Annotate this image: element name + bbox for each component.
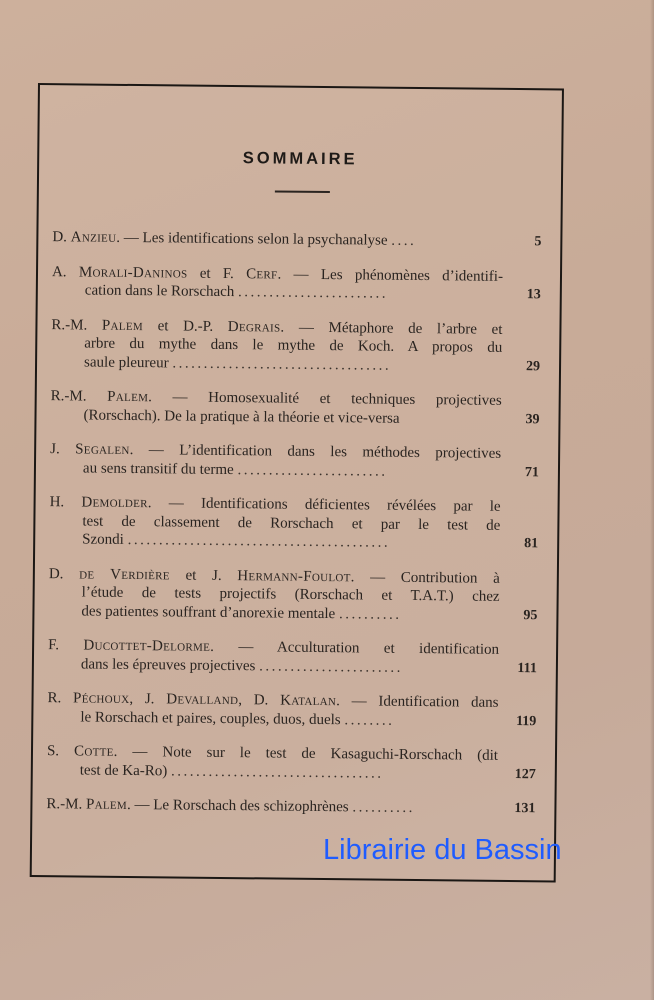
toc-entry[interactable] [51,316,547,377]
entry-title-text: arbre du mythe dans le mythe de Koch. A propos du [84,335,503,356]
author-name: Palem [107,388,149,406]
entry-title-text: L’identification dans les méthodes projectives [179,442,502,462]
entry-title-text: l’étude de tests projectifs (Rorschach et T.A.T.) chez [81,584,500,605]
author-separator: . — [113,743,163,761]
author-name: Degrais [227,318,281,336]
author-separator: . — [147,495,202,512]
author-separator-comma: , J. [129,690,167,708]
entry-title-text: Contribution à [400,569,500,587]
author-initial: D. [48,565,80,582]
leader-dots: ................................... [172,354,392,374]
toc-entry[interactable] [48,636,543,678]
entry-title-text: Szondi [82,531,124,548]
page-number: 71 [524,464,540,480]
leader-dots: ........................ [237,461,388,480]
author-name: Katalan [280,692,337,710]
entry-title-text: dans les épreuves projectives [80,655,256,674]
author-initial: A. [51,263,80,280]
entry-title-text: Homosexualité et techniques projectives [208,389,502,409]
entry-title-text: test de classement de Rorschach et par le test de [82,512,501,534]
page-number: 5 [534,234,542,250]
author-initial: R.-M. [50,388,108,405]
leader-dots: .......................................... [127,531,391,551]
author-name: Palem [85,796,128,813]
author-name: Anzieu [70,229,117,246]
entry-title-text: Identifications déficientes révélées par le [200,495,501,515]
author-name: Demolder [81,494,148,512]
author-name: Segalen [75,441,130,458]
leader-dots: .... [391,232,417,249]
author-separator: . — [336,693,379,710]
page-number: 131 [514,801,536,817]
author-name: Cotte [73,743,114,760]
author-name: Hermann-Foulot [237,567,351,585]
page-number: 111 [517,660,537,676]
author-conjunction: et J. [169,566,238,584]
entry-title-text: saule pleureur [83,353,169,371]
author-initial: R. [47,690,74,707]
toc-entry-line [52,228,503,251]
toc-entry[interactable] [50,387,545,429]
page-number: 127 [514,766,536,782]
author-conjunction: et F. [187,265,247,282]
leader-dots: .......... [352,799,415,816]
toc-entry[interactable] [47,742,542,784]
page-number: 39 [525,411,540,427]
author-name: Morali-Daninos [78,263,188,282]
author-separator: . — [280,319,329,336]
leader-dots: ........ [344,711,395,729]
page-edge-shadow [650,0,654,1000]
page-number: 29 [525,358,541,374]
toc-entry[interactable] [47,689,542,731]
author-separator: . — [126,796,154,814]
entry-title-text: Acculturation et identification [276,639,500,658]
entry-title-text: Note sur le test de Kasaguchi-Rorschach (dit [162,744,499,764]
author-initial: J. [50,441,76,458]
entry-title-text: (Rorschach). De la pratique à la théorie et vice-versa [83,406,400,427]
entry-title-text: Métaphore de l’arbre et [328,319,503,338]
author-initial: D. [52,229,71,246]
watermark-text: Librairie du Bassin [323,834,562,866]
entry-title-text: le Rorschach et paires, couples, duos, duels [80,708,341,728]
entry-title-text: Identification dans [378,693,499,711]
author-initial: F. [48,637,84,654]
author-initial: R.-M. [46,796,87,813]
author-separator: . — [350,568,401,586]
toc-entry[interactable] [50,440,545,482]
author-name: Ducottet-Delorme [83,637,211,655]
page-number: 119 [516,713,537,729]
toc-entry[interactable] [52,263,547,305]
toc-entry[interactable] [48,565,544,626]
page-number: 95 [523,607,538,623]
toc-entry[interactable] [52,228,547,252]
leader-dots: .................................. [170,762,384,782]
author-separator: . — [210,638,278,656]
author-name: Devalland [166,691,239,709]
entry-title-text: test de Ka-Ro) [79,761,168,779]
leader-dots: .......... [338,605,402,623]
author-name: Péchoux [73,690,130,707]
entry-title-text: Les identifications selon la psychanalyse [142,230,388,249]
toc-list [46,228,547,835]
author-name: Palem [101,317,144,334]
leader-dots: ........................ [238,284,389,302]
author-separator-comma: , D. [238,692,281,709]
author-initial: H. [49,494,82,511]
entry-title-text: Le Rorschach des schizophrènes [153,797,349,816]
page-number: 81 [524,536,539,552]
entry-title-text: au sens transitif du terme [82,459,234,478]
author-name: Cerf [246,265,278,283]
author-conjunction: et D.-P. [142,317,228,335]
toc-entry[interactable] [49,493,545,554]
author-separator: . — [277,266,322,283]
author-separator: . — [116,229,143,247]
toc-entry-line [46,795,497,818]
author-separator: . — [148,389,209,406]
page-title: SOMMAIRE [242,149,358,169]
toc-entry[interactable] [46,795,541,819]
title-underline-rule [275,190,330,192]
entry-title-text: Les phénomènes d’identifi- [320,266,504,285]
entry-title-text: cation dans le Rorschach [84,282,235,301]
table-of-contents-frame [30,83,564,882]
leader-dots: ....................... [259,657,404,676]
author-name: de Verdière [79,565,170,583]
page-number: 13 [526,287,541,303]
author-initial: S. [46,743,75,760]
author-initial: R.-M. [51,316,103,334]
entry-title-text: des patientes souffrant d’anorexie mentale [81,602,336,622]
author-separator: . — [129,441,180,459]
